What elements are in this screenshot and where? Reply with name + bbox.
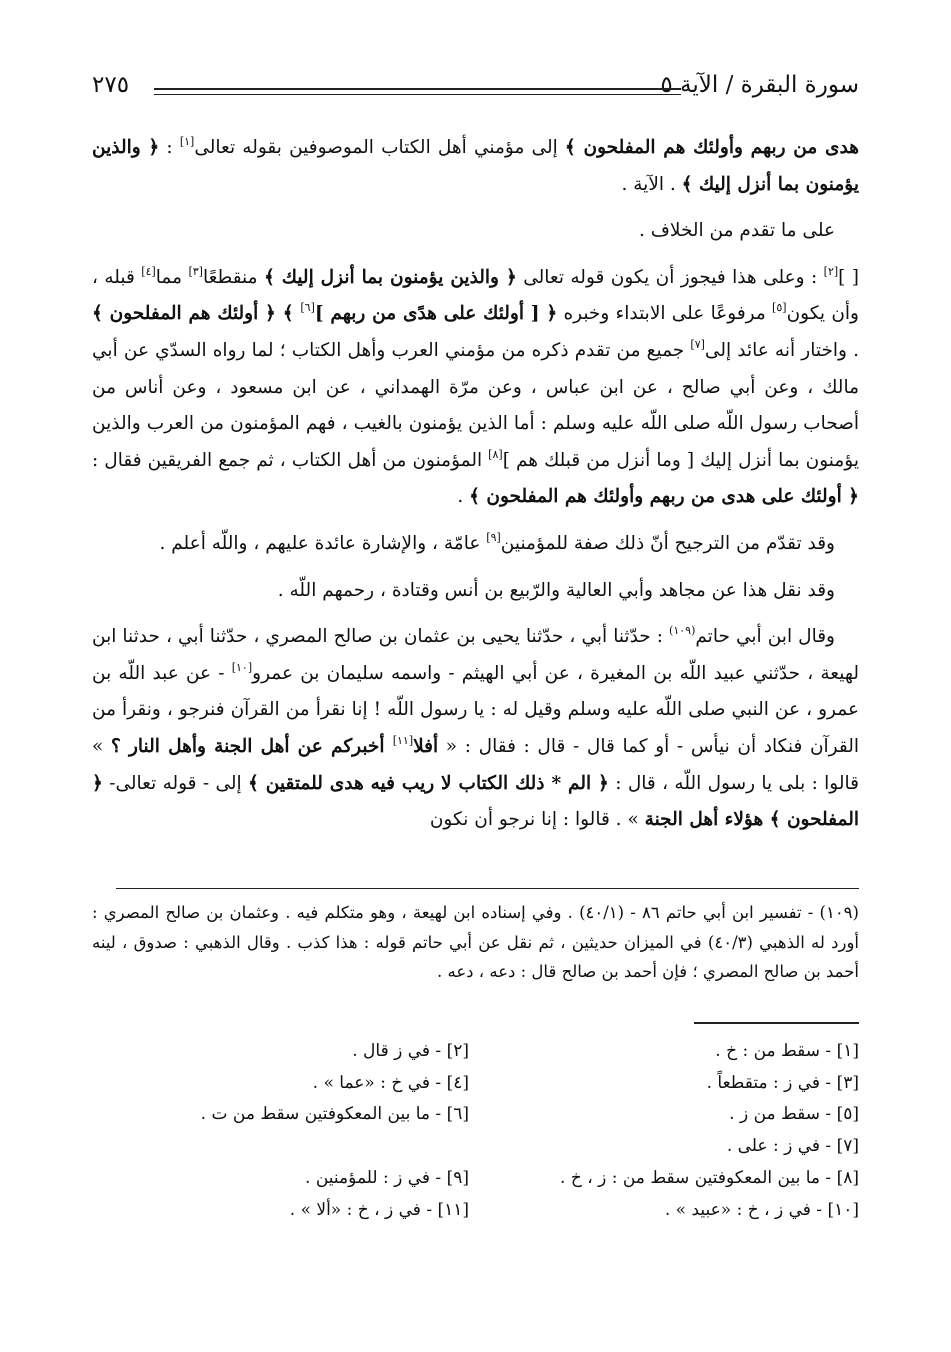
text-run: » قالوا : بلى يا رسول اللّه ، قال : [92,735,859,794]
text-run: مما [155,266,189,288]
footnote-ref: [٩] [486,530,501,544]
variant-note: [٤] - في خ : «عما » . [312,1072,469,1093]
text-run: : حدّثنا أبي ، حدّثنا يحيى بن عثمان بن صالح المصري ، حدّثنا أبي ، حدثنا ابن لهيعة ، حدّثني عبيد اللّه بن المغيرة ، عن أبي الهيثم - واسمه سليمان بن عمرو [92,626,859,684]
quran-quote: ﴿ والذين يؤمنون بما أنزل إليك ﴾ [92,137,859,195]
paragraph-6 [92,619,859,839]
page-number: ٢٧٥ [92,72,130,98]
text-run: . الآية . [621,173,682,195]
variant-note: [٨] - ما بين المعكوفتين سقط من : ز ، خ . [560,1167,859,1188]
text-run: وقال ابن أبي حاتم [695,626,835,648]
quran-quote: ﴿ أولئك على هدى من ربهم وأولئك هم المفلحون ﴾ [469,486,859,508]
variant-note: [٥] - سقط من ز . [729,1104,859,1125]
header-rule [154,88,681,90]
variant-note: [١] - سقط من : خ . [715,1041,859,1061]
header-rule-thin [154,94,681,95]
hadith-quote: أفلا [413,735,439,757]
variant-note: [١١] - في ز ، خ : «ألا » . [289,1199,469,1220]
variants-column-right [479,1036,859,1226]
text-run: : وعلى هذا فيجوز أن يكون قوله تعالى [516,266,824,288]
variant-note-empty [89,1131,469,1163]
variant-note: [٦] - ما بين المعكوفتين سقط من ت . [200,1104,469,1125]
footnote-ref: [١٠] [231,660,253,674]
quran-quote: ﴿ [ أولئك على هدًى من ربهم ] [314,303,558,325]
text-run: مرفوعًا على الابتداء وخبره [557,303,773,325]
text-run: - عن عبد اللّه بن عمرو ، عن النبي صلى اللّه عليه وسلم وقيل له : يا رسول اللّه ! إنا نقرأ من القرآن فنرجو ، ونقرأ من القرآن فنكاد أن نيأس - أو كما قال - قال : فقال : « [92,662,860,757]
main-text [92,130,859,839]
footnote-separator [116,888,859,889]
variant-note: [٢] - في ز قال . [352,1041,469,1061]
paragraph-5: وقد نقل هذا عن مجاهد وأبي العالية والرّبيع بن أنس وقتادة ، رحمهم اللّه . [277,579,835,601]
text-run: : [159,137,180,158]
quran-quote: ﴿ والذين يؤمنون بما أنزل إليك ﴾ [263,266,517,288]
quran-quote: هدى من ربهم وأولئك هم المفلحون ﴾ [564,137,859,158]
text-run: جميع من تقدم ذكره من مؤمني العرب وأهل الكتاب ؛ لما رواه السدّي عن أبي مالك ، وعن أبي صالح ، عن ابن عباس ، وعن مرّة الهمداني ، عن ابن مسعود ، وعن أناس من أصحاب رسول اللّه صلى اللّه عليه وسلم : أما الذين يؤمنون بالغيب ، فهم المؤمنون من العرب والذين يؤمنون بما أنزل إليك [ وما أنزل من قبلك هم ] [92,339,859,471]
variant-note: [٩] - في ز : للمؤمنين . [305,1167,469,1188]
variant-note: [٧] - في ز : على . [726,1136,859,1157]
footnote-ref: [٤] [141,264,156,278]
quran-quote: ﴿ المفلحون ﴾ هؤلاء أهل الجنة [92,772,859,831]
quran-quote: ﴿ أولئك هم المفلحون ﴾ [92,303,276,325]
variant-note: [٣] - في ز : متقطعاً . [706,1072,859,1093]
footnote-109: (١٠٩) - تفسير ابن أبي حاتم ٨٦ - (٤٠/١) . وفي إسناده ابن لهيعة ، وهو متكلم فيه . وعثمان بن صالح المصري : أورد له الذهبي (٤٠/٣) في الميزان حديثين ، ثم نقل عن أبي حاتم قوله : هذا كذب . وقال الذهبي : صدوق ، لينه أحمد بن صالح المصري ؛ فإن أحمد بن صالح قال : دعه ، دعه . [92,903,859,981]
note-ref: (١٠٩) [669,624,696,638]
paragraph-1 [92,130,859,203]
quran-quote: ﴿ الم * ذلك الكتاب لا ريب فيه هدى للمتقين ﴾ [248,772,609,794]
footnote-ref: [٦] [300,301,315,315]
footnote-ref: [١] [179,135,195,148]
text-run: قبله ، وأن يكون [92,266,859,325]
text-run: إلى مؤمني أهل الكتاب الموصوفين بقوله تعالى [194,137,565,158]
footnote-ref: [٥] [772,301,787,315]
footnote-ref: [٧] [690,337,705,351]
textual-variants [92,1036,859,1236]
text-run: إلى - قوله تعالى- [102,772,249,794]
paragraph-2: على ما تقدم من الخلاف . [638,220,835,242]
running-title: سورة البقرة / الآية ٥ [660,72,859,98]
text-run: المؤمنون من أهل الكتاب ، ثم جمع الفريقين فقال : [92,449,489,471]
hadith-quote: أخبركم عن أهل الجنة وأهل النار ؟ [110,735,393,757]
text-run: . واختار أنه عائد إلى [704,339,859,361]
footnote-ref: [٣] [188,264,203,278]
variants-separator [694,1022,859,1024]
text-run: » . قالوا : إنا نرجو أن نكون [429,809,645,831]
paragraph-3 [92,260,859,516]
paragraph-4 [92,526,859,563]
text-run: [ ] [838,266,860,288]
text-run: . [457,486,470,508]
variant-note: [١٠] - في ز ، خ : «عبيد » . [664,1199,859,1220]
footnote-ref: [١١] [392,733,414,747]
variants-column-left [89,1036,469,1226]
text-run: وقد تقدّم من الترجيح أنّ ذلك صفة للمؤمنين [500,532,835,554]
footnote-ref: [٨] [488,447,503,461]
running-header [92,72,859,112]
footnote-ref: [٢] [823,264,839,278]
quran-quote: ﴾ [275,303,301,325]
text-run: منقطعًا [202,266,264,288]
text-run: عامّة ، والإشارة عائدة عليهم ، واللّه أعلم . [159,532,487,554]
